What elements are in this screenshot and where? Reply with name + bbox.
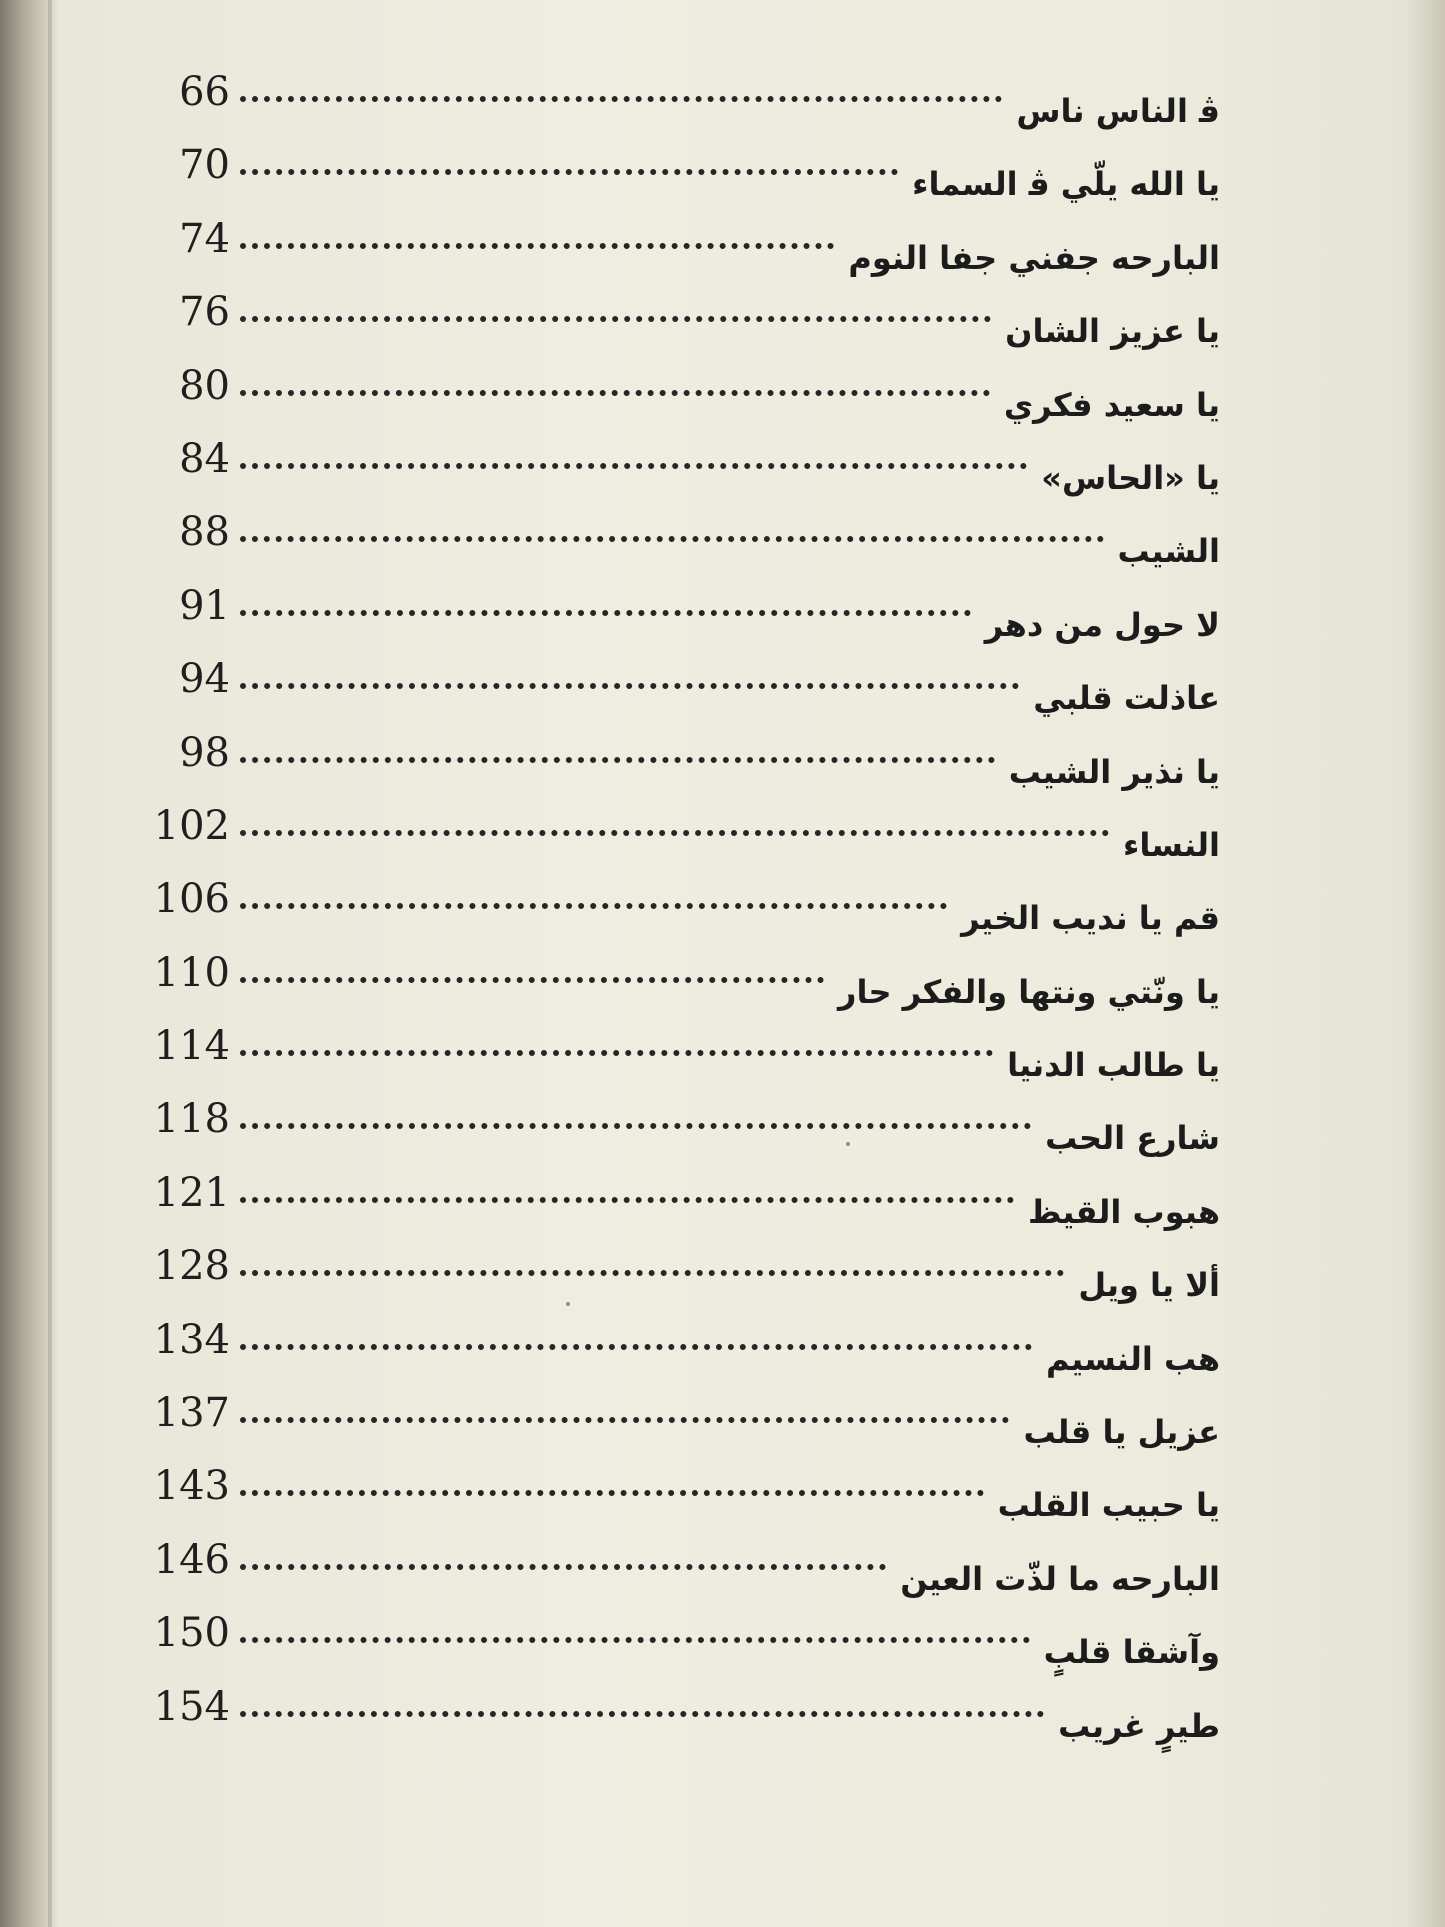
toc-entry-title: وآشقا قلبٍ	[1043, 1633, 1220, 1672]
toc-entry-title: هبوب القيظ	[1028, 1192, 1220, 1231]
toc-dot-leader	[240, 1490, 984, 1496]
paper-speck	[846, 1142, 850, 1146]
toc-entry-title: البارحه ما لذّت العين	[900, 1559, 1220, 1598]
toc-dot-leader	[240, 463, 1027, 469]
toc-page-number: 154	[153, 1683, 230, 1730]
toc-dot-leader	[240, 1344, 1032, 1350]
toc-dot-leader	[240, 169, 898, 175]
toc-page-number: 134	[153, 1316, 230, 1363]
toc-page-number: 91	[179, 582, 230, 629]
toc-entry	[150, 211, 1220, 284]
toc-page-number: 128	[153, 1243, 230, 1290]
toc-entry-title: قم يا نديب الخير	[961, 899, 1220, 938]
toc-entry	[150, 651, 1220, 724]
toc-dot-leader	[240, 610, 971, 616]
toc-entry-title: النساء	[1123, 825, 1220, 864]
toc-dot-leader	[240, 1050, 993, 1056]
toc-page-number: 114	[153, 1023, 230, 1070]
toc-entry	[150, 358, 1220, 431]
toc-entry-title: يا ونّتي ونتها والفكر حار	[838, 972, 1220, 1011]
toc-page-number: 66	[179, 69, 230, 115]
toc-entry	[150, 431, 1220, 504]
toc-entry	[150, 1018, 1220, 1091]
toc-entry-title: شارع الحب	[1045, 1119, 1220, 1158]
toc-page-number: 80	[179, 362, 230, 409]
toc-entry-title: يا نذير الشيب	[1008, 752, 1220, 791]
toc-entry	[150, 64, 1220, 137]
toc-entry	[150, 798, 1220, 871]
toc-entry-title: عاذلت قلبي	[1033, 679, 1220, 718]
toc-entry-title: البارحه جفني جفا النوم	[848, 238, 1220, 277]
toc-page-number: 70	[179, 142, 230, 189]
toc-entry	[150, 1312, 1220, 1385]
table-of-contents	[150, 64, 1220, 1752]
toc-dot-leader	[240, 316, 991, 322]
toc-page-number: 150	[153, 1610, 230, 1657]
toc-dot-leader	[240, 757, 995, 763]
toc-dot-leader	[240, 243, 834, 249]
toc-entry-title: الشيب	[1117, 532, 1220, 571]
toc-dot-leader	[240, 1417, 1009, 1423]
toc-entry-title: يا الله يلّي ﭬ السماء	[912, 165, 1220, 204]
toc-page-number: 88	[179, 509, 230, 556]
toc-page-number: 76	[179, 289, 230, 336]
toc-entry	[150, 1532, 1220, 1605]
toc-page-number: 94	[179, 656, 230, 703]
toc-dot-leader	[240, 96, 1002, 102]
toc-entry-title: لا حول من دهر	[984, 605, 1220, 644]
toc-entry	[150, 504, 1220, 577]
toc-page-number: 121	[153, 1169, 230, 1216]
toc-entry	[150, 1679, 1220, 1752]
toc-page-number: 84	[179, 435, 230, 482]
toc-entry-title: يا «الحاس»	[1041, 458, 1220, 497]
toc-entry	[150, 1385, 1220, 1458]
toc-entry	[150, 871, 1220, 944]
toc-entry	[150, 1238, 1220, 1311]
toc-page-number: 143	[153, 1463, 230, 1510]
gutter-crease	[48, 0, 52, 1927]
toc-dot-leader	[240, 536, 1104, 542]
toc-entry-title: عزيل يا قلب	[1023, 1413, 1220, 1452]
toc-dot-leader	[240, 1564, 886, 1570]
toc-entry-title: ﭬ الناس ناس	[1016, 92, 1220, 130]
toc-entry	[150, 1458, 1220, 1531]
toc-page-number: 98	[179, 729, 230, 776]
toc-page-number: 74	[179, 215, 230, 262]
toc-entry-title: يا سعيد فكري	[1003, 385, 1220, 424]
toc-page-number: 110	[153, 949, 230, 996]
toc-dot-leader	[240, 1637, 1030, 1643]
toc-entry	[150, 1091, 1220, 1164]
toc-entry-title: طيرٍ غريب	[1058, 1706, 1220, 1745]
toc-entry-title: يا طالب الدنيا	[1007, 1046, 1220, 1085]
toc-entry-title: ألا يا ويل	[1078, 1266, 1220, 1305]
toc-entry-title: يا حبيب القلب	[997, 1486, 1220, 1525]
toc-entry	[150, 725, 1220, 798]
page-edge-shadow	[1405, 0, 1445, 1927]
toc-entry	[150, 945, 1220, 1018]
toc-page-number: 102	[153, 802, 230, 849]
toc-page-number: 118	[153, 1096, 230, 1143]
toc-dot-leader	[240, 1197, 1014, 1203]
toc-entry	[150, 578, 1220, 651]
toc-dot-leader	[240, 903, 947, 909]
toc-entry	[150, 1165, 1220, 1238]
toc-dot-leader	[240, 1711, 1044, 1717]
toc-page-number: 137	[153, 1390, 230, 1437]
toc-dot-leader	[240, 390, 990, 396]
toc-page-number: 146	[153, 1536, 230, 1583]
toc-dot-leader	[240, 977, 824, 983]
toc-dot-leader	[240, 1123, 1031, 1129]
toc-entry-title: يا عزيز الشان	[1005, 312, 1220, 351]
paper-speck	[566, 1302, 570, 1306]
toc-entry	[150, 137, 1220, 210]
toc-page-number: 106	[153, 876, 230, 923]
toc-entry	[150, 1605, 1220, 1678]
toc-entry	[150, 284, 1220, 357]
toc-dot-leader	[240, 1270, 1064, 1276]
toc-dot-leader	[240, 683, 1019, 689]
toc-entry-title: هب النسيم	[1046, 1339, 1220, 1378]
toc-dot-leader	[240, 830, 1109, 836]
